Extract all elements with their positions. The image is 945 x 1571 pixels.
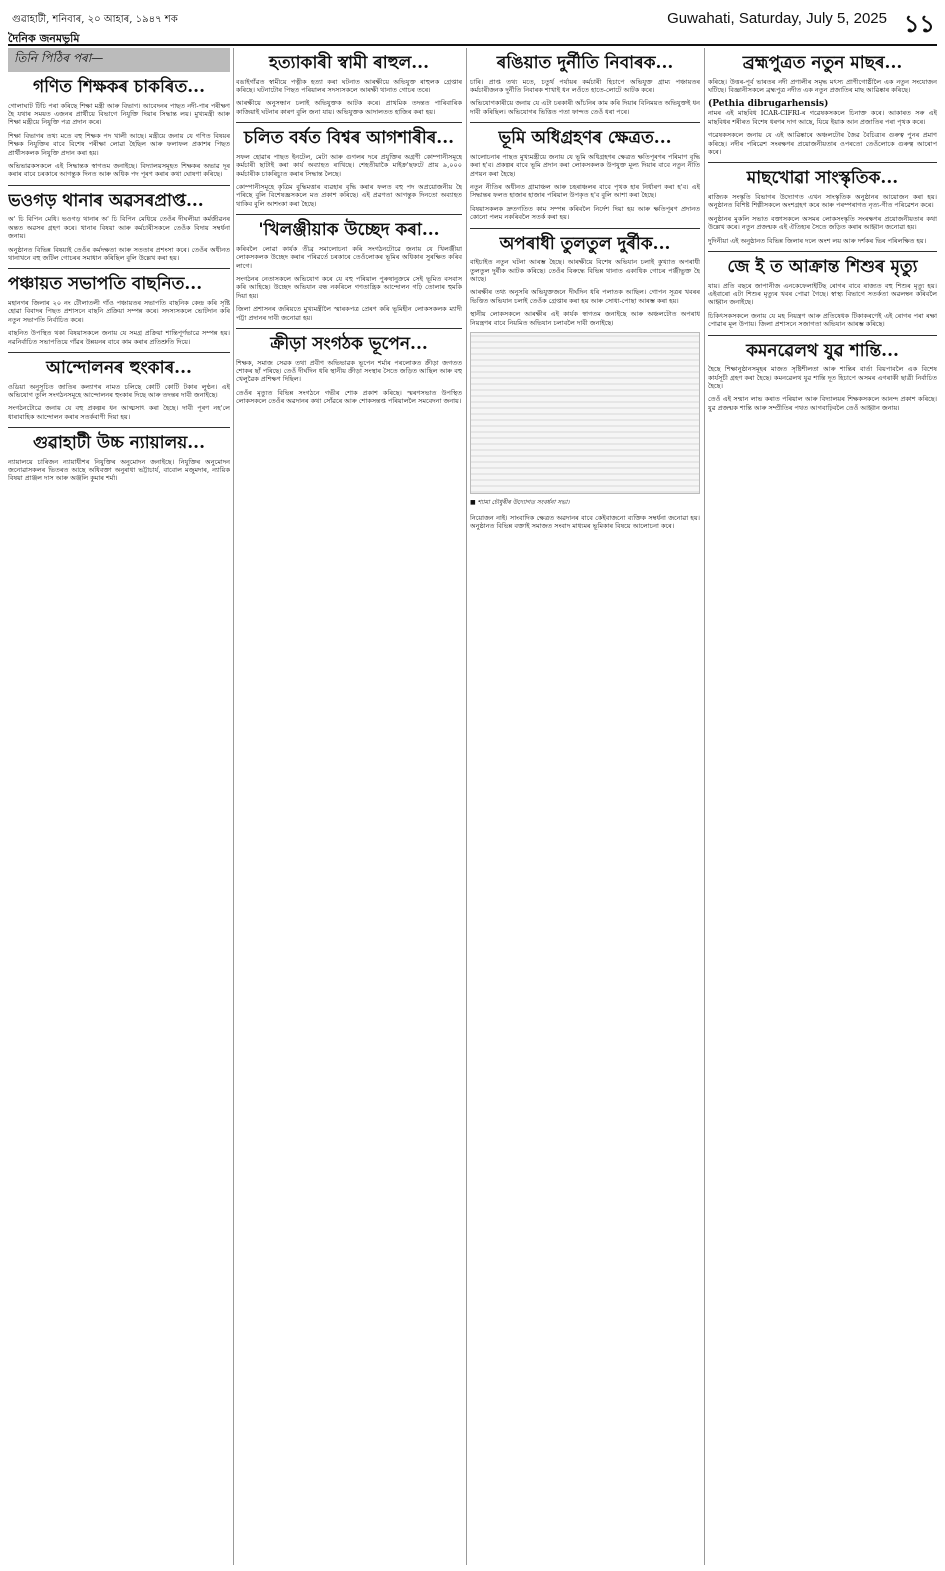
headline-sports-organizer: ক্ৰীড়া সংগঠক ভূপেন... <box>270 333 428 354</box>
column-divider <box>704 48 705 1565</box>
headline-criminal-arrest: অপৰাধী তুলতুল দুৰ্ৰীক... <box>499 233 671 254</box>
divider <box>708 162 937 163</box>
divider <box>708 335 937 336</box>
headline-je-death: জে ই ত আক্ৰান্ত শিশুৰ মৃত্যু <box>727 256 918 277</box>
article-paragraph: যায়। প্ৰতি বছৰে জাপানীজ এনকেফেলাইটিছ ৰোগৰ বাবে ৰাজ্যত বহু শিশুৰ মৃত্যু হয়। এইবাৰো এটা শিশুৰ মৃত্যুৰ খবৰ পোৱা গৈছে। স্বাস্থ্য বিভাগে সতৰ্কতা অৱলম্বন কৰিবলৈ আহ্বান জনাইছে। <box>708 281 937 307</box>
divider <box>470 228 700 229</box>
article-paragraph: তেওঁ এই সন্মান লাভ কৰাত পৰিয়াল আৰু বিদ্যালয়ৰ শিক্ষকসকলে আনন্দ প্ৰকাশ কৰিছে। যুৱ প্ৰজন্মক শান্তি আৰু সম্প্ৰীতিৰ পথত আগবাঢ়িবলৈ তেওঁ আহ্বান জনায়। <box>708 395 937 412</box>
article-paragraph: চিকিৎসকসকলে জনায় যে মহ নিয়ন্ত্ৰণ আৰু প্ৰতিষেধক টিকাকৰণেই এই ৰোগৰ পৰা ৰক্ষা পোৱাৰ মূল উপায়। জিলা প্ৰশাসনে সজাগতা অভিযান আৰম্ভ কৰিছে। <box>708 311 937 329</box>
article-paragraph: ন্যায়ালয়ে চাৰিজন ন্যায়াধীশৰ নিযুক্তিৰ অনুমোদন জনাইছে। নিযুক্তিৰ অনুমোদন জনোৱাসকলৰ ভিতৰত আছে অধিবক্তা অনুৰাধা ভট্টাচাৰ্য, বাবোল মজুমদাৰ, ন্যায়িক বিষয়া প্ৰাঞ্জল দাস আৰু অঞ্জলি কুমাৰ শৰ্মা। <box>8 457 230 483</box>
divider <box>236 214 462 215</box>
headline-new-fish: ব্ৰহ্মপুত্ৰত নতুন মাছৰ... <box>742 53 903 73</box>
headline-high-court: গুৱাহাটী উচ্চ ন্যায়ালয়... <box>32 433 206 454</box>
header-date-assamese: গুৱাহাটী, শনিবাৰ, ২০ আহাৰ, ১৯৪৭ শক <box>12 14 178 25</box>
article-paragraph: মহানগৰ জিলাৰ ২০ নং টৌলাতলী গাঁও পঞ্চায়তৰ সভাপতি বাছনিক কেন্দ্ৰ কৰি সৃষ্টি হোৱা বিবাদৰ পিছত প্ৰশাসনে বাছনি প্ৰক্ৰিয়া সম্পন্ন কৰে। সদস্যসকলে ভোটদান কৰি নতুন সভাপতি নিৰ্বাচিত কৰে। <box>8 298 230 324</box>
article-paragraph: গোলাঘাট টিচি পৰা কৰিছে শিক্ষা মন্ত্ৰী আৰু বিভাগ। আবেদনৰ পাছত নদী-পাৰ পৰীক্ষণ হৈ যথাৰ সময়ত এজনৰ প্ৰাৰ্থীয়ে বিভাগে নিযুক্তি দিয়াৰ সিদ্ধান্ত লয়। মুখ্যমন্ত্ৰী আৰু শিক্ষা মন্ত্ৰীয়ে নিযুক্তি পত্ৰ প্ৰদান কৰে। <box>8 101 230 127</box>
article-paragraph: শিক্ষক, সমাজ সেৱক তথা প্ৰবীণ অভিভাৱক ভূপেন শৰ্মাৰ পৰলোকত ক্ৰীড়া জগতত শোকৰ ছাঁ পৰিছে। তেওঁ দীৰ্ঘদিন ধৰি স্থানীয় ক্ৰীড়া সংস্থাৰ সৈতে জড়িত আছিল আৰু বহু খেলুৱৈক প্ৰশিক্ষণ দিছিল। <box>236 358 462 384</box>
article-paragraph: নতুন নীতিৰ অধীনত গ্ৰামাঞ্চল আৰু চহৰাঞ্চলৰ বাবে পৃথক হাৰ নিৰ্ধাৰণ কৰা হ'ব। এই সিদ্ধান্তৰ ফলত হাজাৰ হাজাৰ পৰিয়াল উপকৃত হ'ব বুলি আশা কৰা হৈছে। <box>470 182 700 200</box>
header-date-english: Guwahati, Saturday, July 5, 2025 <box>667 10 887 27</box>
headline-commonwealth-youth: কমনৱেলথ যুৱ শান্তি... <box>746 340 899 361</box>
article-paragraph: অনুষ্ঠানত বিভিন্ন বিষয়াই তেওঁৰ কৰ্মদক্ষতা আৰু সততাৰ প্ৰশংসা কৰে। তেওঁৰ অধীনত থানাখনে বহু জটিল গোচৰৰ সমাধান কৰিছিল বুলি উল্লেখ কৰা হয়। <box>8 245 230 262</box>
headline-land-acquisition: ভূমি অধিগ্ৰহণৰ ক্ষেত্ৰত... <box>498 128 672 149</box>
divider <box>8 427 230 428</box>
article-paragraph: অভিভাৱকসকলে এই সিদ্ধান্তক স্বাগতম জনাইছে। বিদ্যালয়সমূহত শিক্ষকৰ অভাৱ দূৰ কৰাৰ বাবে চৰকাৰে আগন্তুক দিনত আৰু অধিক পদ পূৰণ কৰাৰ কথা ঘোষণা কৰিছে। <box>8 161 230 179</box>
page-number: ১১ <box>903 9 935 38</box>
article-paragraph: গৱেষকসকলে জনায় যে এই আৱিষ্কাৰে অঞ্চলটোৰ জৈৱ বৈচিত্ৰ্যৰ গুৰুত্ব পুনৰ প্ৰমাণ কৰিছে। নদীৰ পৰিৱেশ সংৰক্ষণৰ প্ৰয়োজনীয়তাৰ ওপৰতো তেওঁলোকে গুৰুত্ব আৰোপ কৰে। <box>708 131 937 156</box>
article-paragraph: নিয়োজন নাই। সাংবাদিক ক্ষেত্ৰত অৱদানৰ বাবে কেইবাজনো ব্যক্তিক সম্বৰ্ধনা জনোৱা হয়। অনুষ্ঠানত বিভিন্ন বক্তাই সমাজত সংবাদ মাধ্যমৰ ভূমিকাৰ বিষয়ে আলোচনা কৰে। <box>470 513 700 531</box>
article-paragraph: সংগঠনটোৱে জনায় যে বহু প্ৰকল্পৰ ধন আত্মসাৎ কৰা হৈছে। দাবী পূৰণ নহ'লে ধাৰাবাহিক আন্দোলন কৰাৰ সতৰ্কবাণী দিয়া হয়। <box>8 404 230 421</box>
column-4 <box>708 48 937 1565</box>
article-paragraph: অনুষ্ঠানৰ মুকলি সভাত বক্তাসকলে অসমৰ লোকসংস্কৃতি সংৰক্ষণৰ প্ৰয়োজনীয়তাৰ কথা উল্লেখ কৰে। নতুন প্ৰজন্মক এই ঐতিহ্যৰ সৈতে জড়িত কৰাৰ আহ্বান জনোৱা হয়। <box>708 214 937 232</box>
continued-kicker: তিনি পিঠিৰ পৰা— <box>8 48 230 72</box>
article-paragraph: চাৰি। প্ৰাপ্ত তথ্য মতে, চতুৰ্থ পৰ্যায়ৰ কৰ্মচাৰী হিচাপে অভিযুক্ত গ্ৰাম্য পঞ্চায়তৰ কৰ্মচাৰীজনক দুৰ্নীতি নিবাৰক শাখাই ধন লওঁতে হাতে-লোটে আটক কৰে। <box>470 77 700 94</box>
article-paragraph: অ' চি বিপিন মেধি। ভওগড় থানাৰ অ' চি বিপিন মেধিয়ে তেওঁৰ দীঘলীয়া কৰ্মজীৱনৰ অন্তত অৱসৰ গ্ৰহণ কৰে। থানাৰ বিষয়া আৰু কৰ্মচাৰীসকলে তেওঁক বিদায় সম্বৰ্ধনা জনায়। <box>8 215 230 241</box>
masthead: দৈনিক জনমভূমি <box>8 32 80 45</box>
news-photo <box>470 332 700 494</box>
article-paragraph: আলোচনাৰ পাছত মুখ্যমন্ত্ৰীয়ে জনায় যে ভূমি অধিগ্ৰহণৰ ক্ষেত্ৰত ক্ষতিপূৰণৰ পৰিমাণ বৃদ্ধি কৰা হ'ব। প্ৰকল্পৰ বাবে ভূমি প্ৰদান কৰা লোকসকলক উপযুক্ত মূল্য দিয়াৰ বাবে নতুন নীতি প্ৰণয়ন কৰা হৈছে। <box>470 152 700 178</box>
article-paragraph: নামৰ এই মাছবিধ ICAR-CIFRI-ৰ গৱেষকসকলে চিনাক্ত কৰে। আকাৰত সৰু এই মাছবিধৰ শৰীৰত বিশেষ ধৰণৰ দাগ আছে, যিয়ে ইয়াক আন প্ৰজাতিৰ পৰা পৃথক কৰে। <box>708 109 937 126</box>
article-paragraph: কোম্পানীসমূহে কৃত্ৰিম বুদ্ধিমত্তাৰ ব্যৱহাৰ বৃদ্ধি কৰাৰ ফলত বহু পদ অপ্ৰয়োজনীয় হৈ পৰিছে বুলি বিশেষজ্ঞসকলে মত প্ৰকাশ কৰিছে। এই প্ৰৱণতা আগন্তুক দিনতো অব্যাহত থাকিব বুলি আশংকা কৰা হৈছে। <box>236 182 462 208</box>
divider <box>236 328 462 329</box>
article-paragraph: সংগঠনৰ নেতাসকলে অভিযোগ কৰে যে বহু পৰিয়াল পুৰুষানুক্ৰমে সেই ভূমিত বসবাস কৰি আহিছে। উচ্ছেদ অভিযান বন্ধ নকৰিলে গণতান্ত্ৰিক আন্দোলন গঢ়ি তোলাৰ হুমকি দিয়া হয়। <box>236 274 462 300</box>
divider <box>8 268 230 269</box>
scientific-name: (Pethia dibrugarhensis) <box>708 99 829 110</box>
column-divider <box>466 48 467 1565</box>
article-paragraph: জিলা প্ৰশাসনৰ জৰিয়তে মুখ্যমন্ত্ৰীলৈ স্মাৰকপত্ৰ প্ৰেৰণ কৰি ভূমিহীন লোকসকলক ম্যাদী পট্টা প্ৰদানৰ দাবী জনোৱা হয়। <box>236 305 462 322</box>
divider <box>470 122 700 123</box>
column-1 <box>8 48 230 1565</box>
article-paragraph: অভিযোগকাৰীয়ে জনায় যে এটা চৰকাৰী আঁচনিৰ কাম কৰি দিয়াৰ বিনিময়ত অভিযুক্তই ধন দাবী কৰিছিল। অভিযোগৰ ভিত্তিত পতা ফান্দত তেওঁ ধৰা পৰে। <box>470 99 700 116</box>
article-paragraph: বাছনিত উপস্থিত থকা বিষয়াসকলে জনায় যে সমগ্ৰ প্ৰক্ৰিয়া শান্তিপূৰ্ণভাৱে সম্পন্ন হয়। নৱনিৰ্বাচিত সভাপতিয়ে গাঁৱৰ উন্নয়নৰ বাবে কাম কৰাৰ প্ৰতিশ্ৰুতি দিয়ে। <box>8 329 230 346</box>
article-paragraph: আৰক্ষীৰ তথ্য অনুসৰি অভিযুক্তজনে দীৰ্ঘদিন ধৰি পলাতক আছিল। গোপন সূত্ৰৰ খবৰৰ ভিত্তিত অভিযান চলাই তেওঁক গ্ৰেপ্তাৰ কৰা হয় আৰু সোধা-পোছা আৰম্ভ কৰা হয়। <box>470 288 700 305</box>
headline-cultural: মাছখোৱা সাংস্কৃতিক... <box>746 168 899 189</box>
headline-eviction: 'খিলঞ্জীয়াক উচ্ছেদ কৰা... <box>258 220 440 241</box>
article-paragraph: বঙাইগাঁৱত স্বামীয়ে পত্নীক হত্যা কৰা ঘটনাত আৰক্ষীয়ে অভিযুক্ত ৰাহুলক গ্ৰেপ্তাৰ কৰিছে। ঘটনাটোৰ পিছত পৰিয়ালৰ সদস্যসকলে আৰক্ষী থানাত গোচৰ তৰে। <box>236 77 462 94</box>
article-paragraph: ৰাজ্যিক সংস্কৃতি বিভাগৰ উদ্যোগত এখন সাংস্কৃতিক অনুষ্ঠানৰ আয়োজন কৰা হয়। অনুষ্ঠানত বিশিষ্ট শিল্পীসকলে অংশগ্ৰহণ কৰে আৰু পৰম্পৰাগত নৃত্য-গীত পৰিৱেশন কৰে। <box>708 192 937 210</box>
headline-murderer-husband: হত্যাকাৰী স্বামী ৰাহুল... <box>269 53 429 73</box>
divider <box>236 122 462 123</box>
divider <box>8 185 230 186</box>
article-paragraph: শিক্ষা বিভাগৰ তথ্য মতে বহু শিক্ষক পদ খালী আছে। মন্ত্ৰীয়ে জনায় যে গণিত বিষয়ৰ শিক্ষক নিযুক্তিৰ বাবে বিশেষ পৰীক্ষা লোৱা হৈছিল আৰু ফলাফল প্ৰকাশৰ পিছত প্ৰাৰ্থীসকলক নিযুক্তি প্ৰদান কৰা হয়। <box>8 131 230 157</box>
article-paragraph: আৰক্ষীয়ে অনুসন্ধান চলাই অভিযুক্তক আটক কৰে। প্ৰাথমিক তদন্তত পাৰিবাৰিক কাজিয়াই ঘটনাৰ কাৰণ বুলি জনা যায়। অভিযুক্তক আদালতত হাজিৰ কৰা হয়। <box>236 99 462 116</box>
photo-caption: ■ শ্যামা চৌধুৰীৰ উদ্যোগত সংবৰ্ধনা সভা। <box>470 498 570 506</box>
article-paragraph: বিষয়াসকলক দ্ৰুতগতিত কাম সম্পন্ন কৰিবলৈ নিৰ্দেশ দিয়া হয় আৰু ক্ষতিপূৰণ প্ৰদানত কোনো পলম নকৰিবলৈ সতৰ্ক কৰা হয়। <box>470 204 700 222</box>
divider <box>8 352 230 353</box>
article-paragraph: স্থানীয় লোকসকলে আৰক্ষীৰ এই কাৰ্যক স্বাগতম জনাইছে আৰু অঞ্চলটোত অপৰাধ নিয়ন্ত্ৰণৰ বাবে নিয়মিত অভিযান চলাবলৈ দাবী জনাইছে। <box>470 310 700 327</box>
headline-rangia-corruption: ৰঙিয়াত দুৰ্নীতি নিবাৰক... <box>496 53 674 73</box>
headline-panchayat-election: পঞ্চায়ত সভাপতি বাছনিত... <box>8 274 203 295</box>
article-paragraph: বাইচাইত নতুন ঘটনা আৰম্ভ হৈছে। আৰক্ষীয়ে বিশেষ অভিযান চলাই কুখ্যাত অপৰাধী তুলতুল দুৰ্ৰীক আটক কৰিছে। তেওঁৰ বিৰুদ্ধে বিভিন্ন থানাত একাধিক গোচৰ পঞ্জীভুক্ত হৈ আছে। <box>470 258 700 283</box>
headline-layoffs: চলিত বৰ্ষত বিশ্বৰ আগশাৰীৰ... <box>243 128 455 149</box>
article-paragraph: তেওঁৰ মৃত্যুত বিভিন্ন সংগঠনে গভীৰ শোক প্ৰকাশ কৰিছে। স্মৰণসভাত উপস্থিত লোকসকলে তেওঁৰ অৱদানৰ কথা সোঁৱৰে আৰু শোকসন্তপ্ত পৰিয়াললৈ সমবেদনা জনায়। <box>236 388 462 406</box>
article-paragraph: ওডিয়া অনুসূচিত জাতিৰ কল্যাণৰ নামত চলিছে কোটি কোটি টকাৰ লুণ্ঠন। এই অভিযোগ তুলি সংগঠনসমূহে আন্দোলনৰ হুংকাৰ দিছে আৰু তদন্তৰ দাবী জনাইছে। <box>8 382 230 399</box>
column-divider <box>233 48 234 1565</box>
column-2 <box>236 48 462 1565</box>
headline-bhowgarh-police: ভওগড় থানাৰ অৱসৰপ্ৰাপ্ত... <box>8 190 204 211</box>
headline-math-teacher: গণিত শিক্ষকৰ চাকৰিত... <box>33 77 205 97</box>
article-paragraph: দুদিনীয়া এই অনুষ্ঠানত বিভিন্ন জিলাৰ দলে অংশ লয় আৰু দৰ্শকৰ ভিৰ পৰিলক্ষিত হয়। <box>708 236 927 245</box>
divider <box>708 251 937 252</box>
column-3 <box>470 48 700 1565</box>
article-paragraph: সফল হোৱাৰ পাছত ইনটেল, মেটা আৰু গুগলৰ দৰে প্ৰযুক্তিৰ অগ্ৰণী কোম্পানীসমূহে কৰ্মচাৰী ছাটাই কৰা কাৰ্য অব্যাহত ৰাখিছে। শেহতীয়াকৈ মাইক্ৰ'ছফটে প্ৰায় ৯,০০০ কৰ্মচাৰীক চাকৰিচ্যুত কৰাৰ সিদ্ধান্ত লৈছে। <box>236 152 462 178</box>
article-paragraph: হৈছে শিক্ষানুষ্ঠানসমূহৰ মাজত সৃষ্টিশীলতা আৰু শান্তিৰ বাৰ্তা বিয়পাবলৈ এক বিশেষ কাৰ্যসূচী গ্ৰহণ কৰা হৈছে। কমনৱেলথ যুৱ শান্তি দূত হিচাপে অসমৰ এগৰাকী ছাত্ৰী নিৰ্বাচিত হৈছে। <box>708 365 937 390</box>
headline-agitation: আন্দোলনৰ হুংকাৰ... <box>46 357 192 378</box>
article-paragraph: কৰিবলৈ লোৱা কাৰ্যক তীব্ৰ সমালোচনা কৰি সংগঠনটোৱে জনায় যে খিলঞ্জীয়া লোকসকলক উচ্ছেদ কৰাৰ পৰিৱৰ্তে চৰকাৰে তেওঁলোকৰ ভূমিৰ অধিকাৰ সুৰক্ষিত কৰিব লাগে। <box>236 244 462 270</box>
header-rule <box>8 44 937 46</box>
article-paragraph: কৰিছে। উত্তৰ-পূৰ্ব ভাৰতৰ নদী প্ৰণালীৰ সমৃদ্ধ মৎস্য প্ৰাণীগোষ্ঠীলৈ এক নতুন সংযোজন ঘটিছে। বিজ্ঞানীসকলে ব্ৰহ্মপুত্ৰ নদীত এক নতুন প্ৰজাতিৰ মাছ আৱিষ্কাৰ কৰিছে। <box>708 77 937 94</box>
